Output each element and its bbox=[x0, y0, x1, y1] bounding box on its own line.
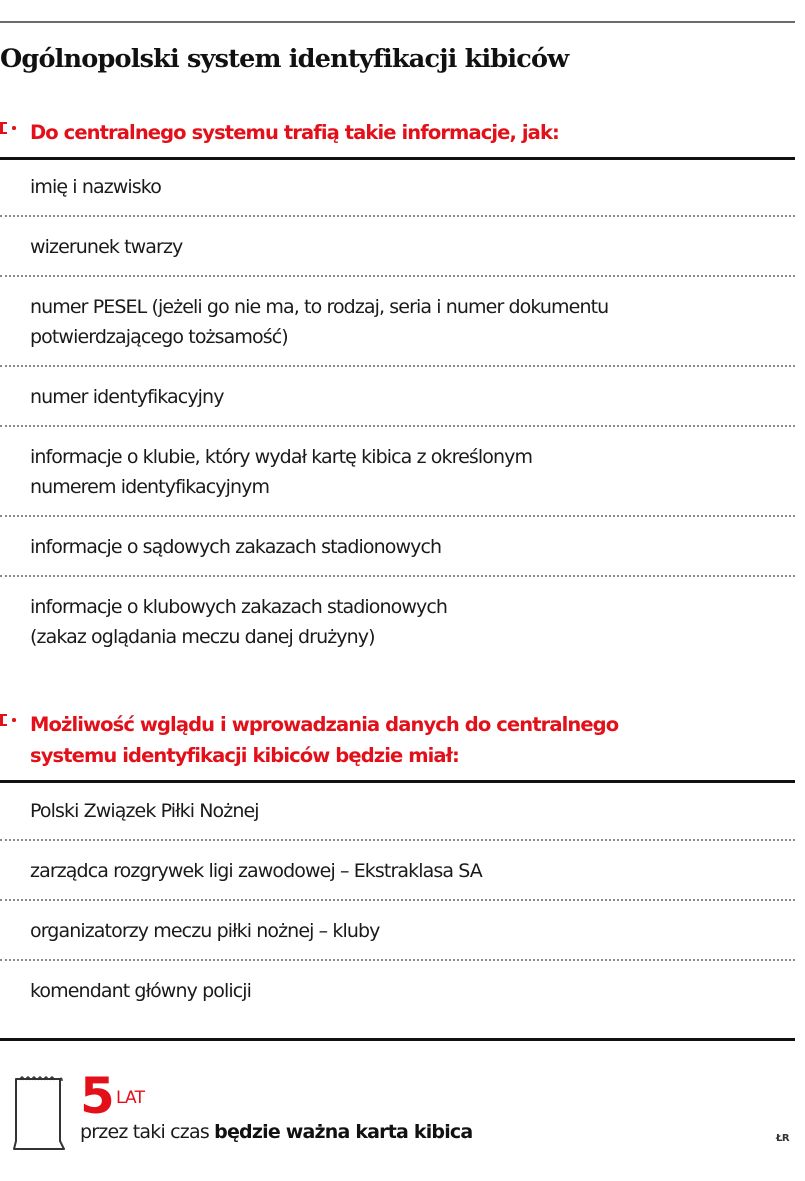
section1-list bbox=[0, 171, 795, 665]
list-item-line: Polski Związek Piłki Nożnej bbox=[30, 800, 259, 822]
dotted-separator bbox=[0, 365, 795, 367]
list-item-line: organizatorzy meczu piłki nożnej – kluby bbox=[30, 920, 380, 942]
list-item-line: wizerunek twarzy bbox=[30, 236, 183, 258]
section2-heading-line: systemu identyfikacji kibiców będzie miał: bbox=[30, 744, 459, 767]
list-item-line: potwierdzającego tożsamość) bbox=[30, 326, 288, 348]
caption-plain: przez taki czas bbox=[80, 1121, 215, 1143]
list-item-line: informacje o klubowych zakazach stadionowych bbox=[30, 596, 448, 618]
dotted-separator bbox=[0, 839, 795, 841]
list-item-line: numer PESEL (jeżeli go nie ma, to rodzaj, seria i numer dokumentu bbox=[30, 296, 609, 318]
list-item bbox=[0, 915, 795, 959]
list-item bbox=[0, 531, 795, 575]
list-item bbox=[0, 171, 795, 215]
section2-heading-line: Możliwość wglądu i wprowadzania danych do centralnego bbox=[30, 713, 619, 736]
section2-list bbox=[0, 795, 795, 1019]
list-item bbox=[0, 291, 795, 365]
dotted-separator bbox=[0, 425, 795, 427]
section2-rule bbox=[0, 780, 795, 783]
list-item-line: (zakaz oglądania meczu danej drużyny) bbox=[30, 626, 375, 648]
list-item-line: informacje o klubie, który wydał kartę kibica z określonym bbox=[30, 446, 533, 468]
author-credit: ŁR bbox=[776, 1133, 790, 1144]
years-unit: LAT bbox=[116, 1088, 145, 1108]
list-item bbox=[0, 381, 795, 425]
bottom-rule bbox=[0, 1038, 795, 1041]
list-item-line: zarządca rozgrywek ligi zawodowej – Ekstraklasa SA bbox=[30, 860, 482, 882]
footer-caption bbox=[80, 1121, 472, 1143]
list-item bbox=[0, 855, 795, 899]
section1-heading bbox=[0, 117, 559, 148]
list-item-line: numer identyfikacyjny bbox=[30, 386, 224, 408]
list-item-line: komendant główny policji bbox=[30, 980, 252, 1002]
list-item bbox=[0, 975, 795, 1019]
dotted-separator bbox=[0, 215, 795, 217]
bullet-marker-icon bbox=[0, 117, 30, 141]
footer-fact bbox=[0, 1066, 805, 1156]
section2-heading bbox=[0, 709, 618, 771]
list-item-line: imię i nazwisko bbox=[30, 176, 161, 198]
list-item bbox=[0, 591, 795, 665]
dotted-separator bbox=[0, 515, 795, 517]
section1-rule bbox=[0, 157, 795, 160]
list-item bbox=[0, 231, 795, 275]
list-item bbox=[0, 795, 795, 839]
list-item-line: informacje o sądowych zakazach stadionowych bbox=[30, 536, 442, 558]
list-item bbox=[0, 441, 795, 515]
list-item-line: numerem identyfikacyjnym bbox=[30, 476, 270, 498]
page-title: Ogólnopolski system identyfikacji kibiców bbox=[0, 44, 569, 74]
dotted-separator bbox=[0, 575, 795, 577]
dotted-separator bbox=[0, 959, 795, 961]
notepad-icon bbox=[10, 1071, 68, 1151]
section2-heading-text bbox=[30, 709, 618, 771]
bullet-marker-icon bbox=[0, 709, 30, 733]
dotted-separator bbox=[0, 899, 795, 901]
dotted-separator bbox=[0, 275, 795, 277]
caption-bold: będzie ważna karta kibica bbox=[214, 1121, 473, 1143]
section1-heading-text: Do centralnego systemu trafią takie informacje, jak: bbox=[30, 121, 559, 144]
years-number: 5 bbox=[80, 1067, 114, 1125]
top-rule bbox=[0, 21, 795, 23]
